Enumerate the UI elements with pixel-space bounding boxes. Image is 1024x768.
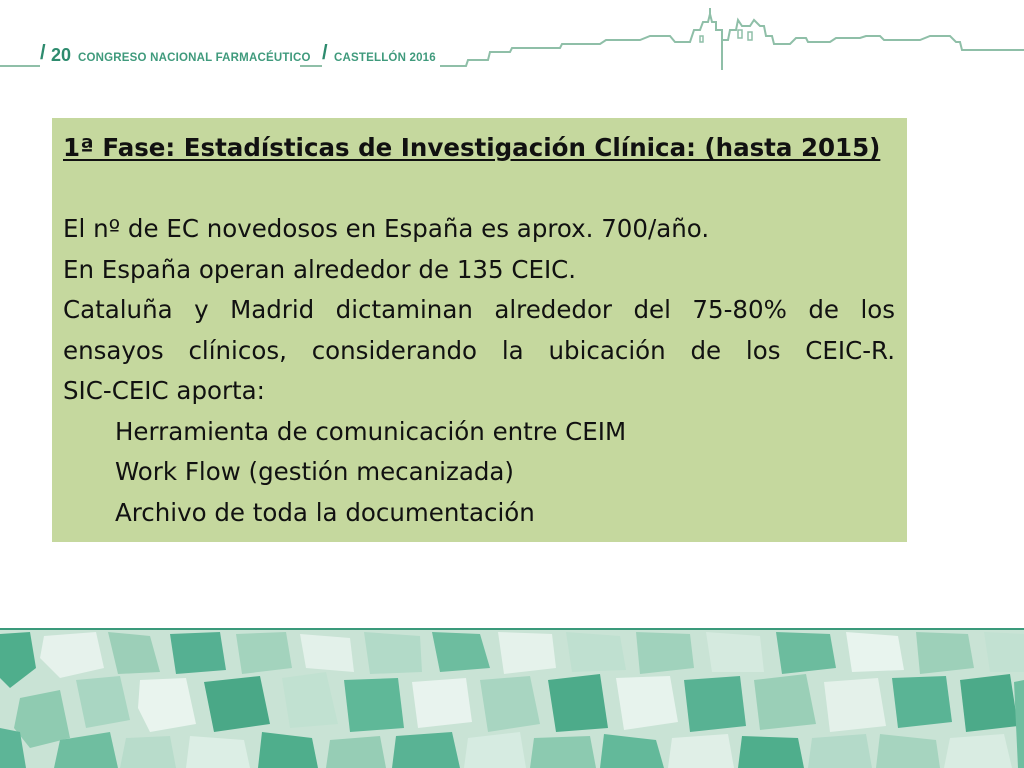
slide-header xyxy=(0,0,1024,80)
paragraph-cataluna-madrid: Cataluña y Madrid dictaminan alrededor del 75-80% de los ensayos clínicos, considerando la ubicación de los CEIC-R. xyxy=(63,295,895,365)
spacer xyxy=(63,169,895,210)
mosaic-tile-background xyxy=(0,628,1024,768)
list-item: Herramienta de comunicación entre CEIM xyxy=(115,416,627,446)
congress-number: 20 xyxy=(51,45,72,65)
paragraph-ec-count: El nº de EC novedosos en España es aprox. 700/año. xyxy=(63,214,710,243)
header-slash: / xyxy=(322,42,328,64)
list-item: Archivo de toda la documentación xyxy=(115,497,535,527)
congress-title: CONGRESO NACIONAL FARMACÉUTICO xyxy=(78,52,311,64)
header-slash: / xyxy=(40,42,46,64)
location-year: CASTELLÓN 2016 xyxy=(334,52,436,64)
paragraph-ceic-count: En España operan alrededor de 135 CEIC. xyxy=(63,254,577,284)
paragraph-sic-ceic: SIC-CEIC aporta: xyxy=(63,376,265,405)
slide-heading: 1ª Fase: Estadísticas de Investigación Clínica: (hasta 2015) xyxy=(63,133,881,162)
list-item: Work Flow (gestión mecanizada) xyxy=(115,457,514,486)
content-box xyxy=(52,118,907,542)
castellon-skyline-graphic xyxy=(0,0,1024,80)
